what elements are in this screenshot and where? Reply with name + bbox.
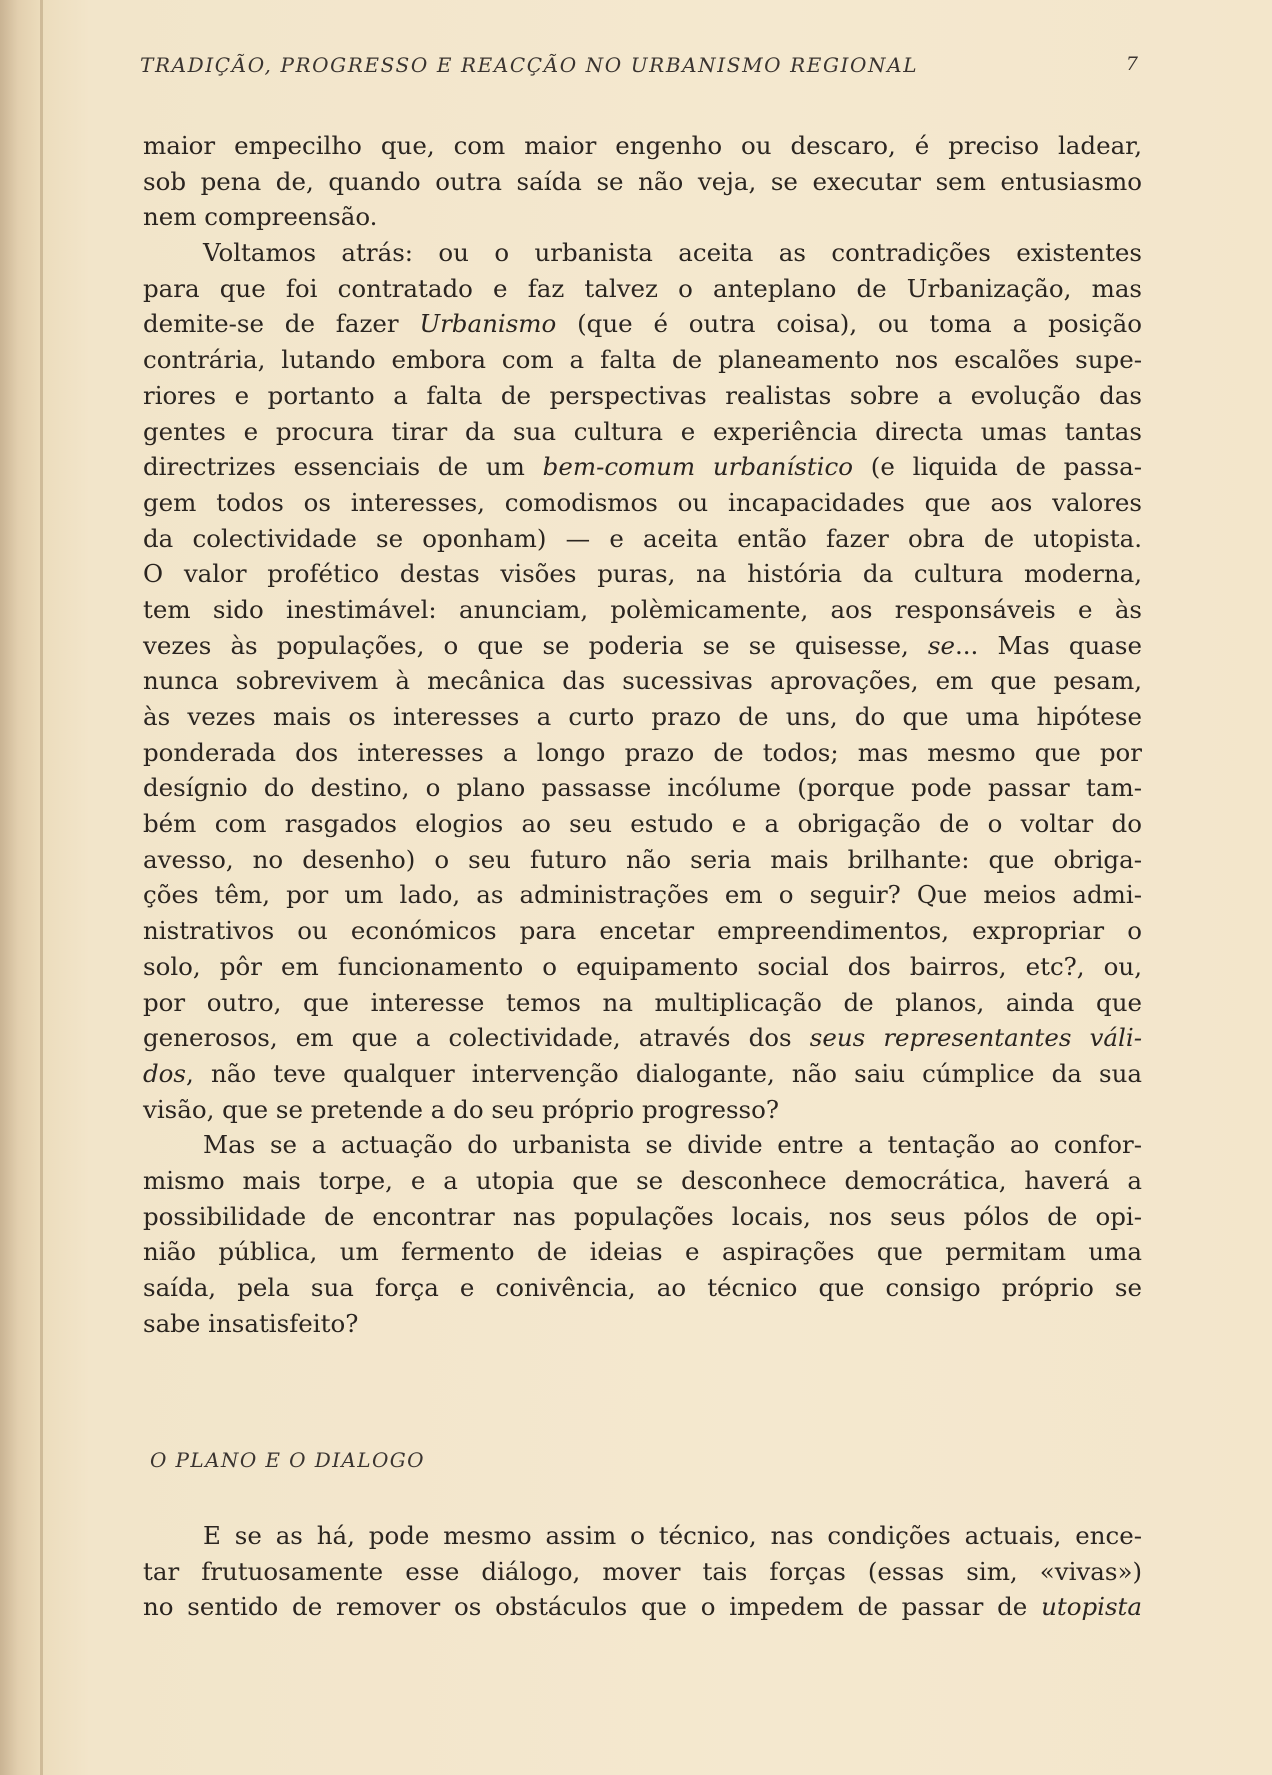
text-line: O valor profético destas visões puras, na história da cultura moderna,	[143, 559, 1142, 589]
text-line: nião pública, um fermento de ideias e aspirações que permitam uma	[143, 1237, 1142, 1267]
binding-shadow	[40, 0, 43, 1775]
running-title: TRADIÇÃO, PROGRESSO E REACÇÃO NO URBANISMO REGIONAL	[140, 53, 919, 77]
text-line: tem sido inestimável: anunciam, polèmicamente, aos responsáveis e às	[143, 594, 1142, 624]
text-line: E se as há, pode mesmo assim o técnico, nas condições actuais, ence-	[203, 1521, 1142, 1550]
text-line: saída, pela sua força e conivência, ao técnico que consigo próprio se	[143, 1273, 1142, 1302]
text-line: para que foi contratado e faz talvez o anteplano de Urbanização, mas	[143, 273, 1142, 303]
running-head	[140, 53, 1138, 83]
text-line: nunca sobrevivem à mecânica das sucessivas aprovações, em que pesam,	[143, 666, 1142, 696]
text-line: por outro, que interesse temos na multiplicação de planos, ainda que	[143, 987, 1142, 1017]
text-line: visão, que se pretende a do seu próprio progresso?	[143, 1094, 780, 1124]
text-line: vezes às populações, o que se poderia se se quisesse, se... Mas quase	[143, 630, 1142, 660]
text-line: nem compreensão.	[143, 202, 378, 232]
text-line: Voltamos atrás: ou o urbanista aceita as contradições existentes	[203, 238, 1142, 268]
text-line: solo, pôr em funcionamento o equipamento social dos bairros, etc?, ou,	[143, 951, 1142, 981]
section-heading: O PLANO E O DIALOGO	[150, 1448, 425, 1472]
text-line: nistrativos ou económicos para encetar empreendimentos, expropriar o	[143, 916, 1142, 946]
text-line: ponderada dos interesses a longo prazo de todos; mas mesmo que por	[143, 737, 1142, 767]
text-line: desígnio do destino, o plano passasse incólume (porque pode passar tam-	[143, 773, 1142, 803]
text-line: às vezes mais os interesses a curto prazo de uns, do que uma hipótese	[143, 702, 1142, 731]
text-line: sabe insatisfeito?	[143, 1308, 359, 1338]
text-line: avesso, no desenho) o seu futuro não seria mais brilhante: que obriga-	[143, 844, 1142, 874]
text-line: ções têm, por um lado, as administrações em o seguir? Que meios admi-	[143, 880, 1142, 910]
text-line: possibilidade de encontrar nas populações locais, nos seus pólos de opi-	[143, 1201, 1142, 1231]
section-body-text	[143, 1518, 1142, 1625]
body-text	[143, 128, 1142, 1341]
text-line: riores e portanto a falta de perspectivas realistas sobre a evolução das	[143, 380, 1142, 410]
text-line: maior empecilho que, com maior engenho ou descaro, é preciso ladear,	[143, 131, 1142, 160]
text-line: gentes e procura tirar da sua cultura e experiência directa umas tantas	[143, 416, 1142, 446]
text-line: directrizes essenciais de um bem-comum urbanístico (e liquida de passa-	[143, 452, 1142, 482]
text-line: no sentido de remover os obstáculos que o impedem de passar de utopista	[143, 1592, 1142, 1622]
text-line: tar frutuosamente esse diálogo, mover tais forças (essas sim, «vivas»)	[143, 1556, 1142, 1586]
text-line: da colectividade se oponham) — e aceita então fazer obra de utopista.	[143, 523, 1142, 553]
text-line: generosos, em que a colectividade, através dos seus representantes váli-	[143, 1023, 1142, 1053]
text-line: sob pena de, quando outra saída se não veja, se executar sem entusiasmo	[143, 166, 1142, 196]
text-line: mismo mais torpe, e a utopia que se desconhece democrática, haverá a	[143, 1165, 1142, 1195]
text-line: dos, não teve qualquer intervenção dialogante, não saiu cúmplice da sua	[143, 1058, 1142, 1088]
text-line: contrária, lutando embora com a falta de planeamento nos escalões supe-	[143, 345, 1142, 375]
text-line: demite-se de fazer Urbanismo (que é outra coisa), ou toma a posição	[143, 309, 1142, 339]
text-line: bém com rasgados elogios ao seu estudo e a obrigação de o voltar do	[143, 809, 1142, 839]
text-line: gem todos os interesses, comodismos ou incapacidades que aos valores	[143, 487, 1142, 517]
text-line: Mas se a actuação do urbanista se divide entre a tentação ao confor-	[203, 1130, 1142, 1160]
page-number: 7	[1125, 53, 1138, 75]
